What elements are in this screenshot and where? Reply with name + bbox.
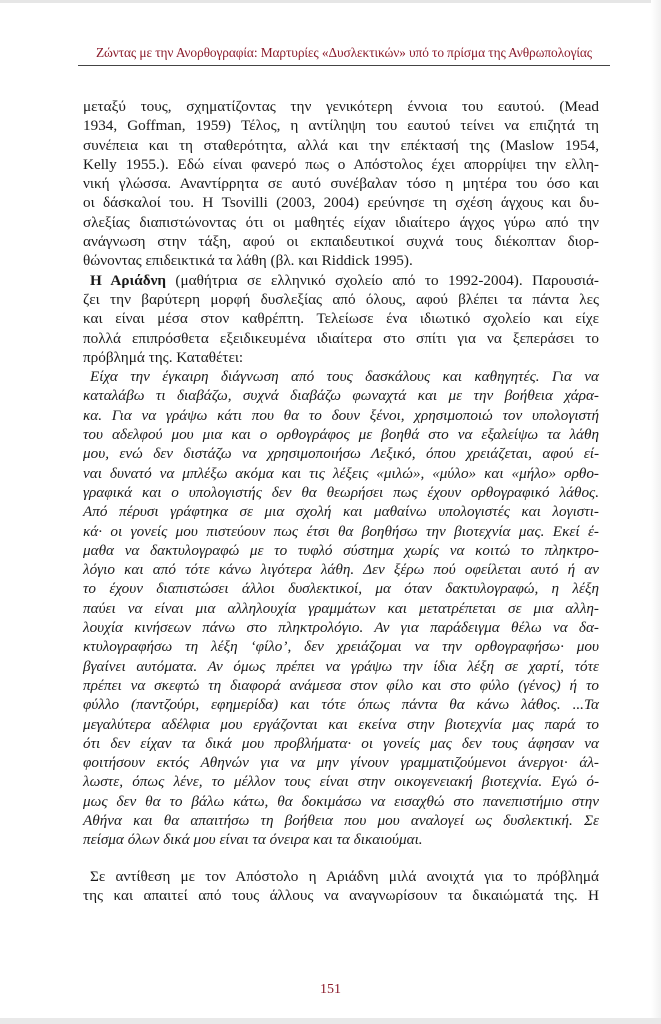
quote-line: φοιτήσουν εκτός Αθηνών για να μην γίνουν γραμματιζούμενοι άνεργοι· άλ- [83,754,599,772]
page-edge [651,0,661,1024]
header-rule [78,65,610,66]
page-edge [0,1018,661,1024]
text-line: πρόβλημά της. Καταθέτει: [83,348,244,366]
text-line: πολλά επιπρόσθετα εξειδικευμένα ιδιαίτερα στο σπίτι για να ξεπεράσει το [83,329,599,347]
text-line: της και απαιτεί από τους άλλους να αναγνωρίσουν τα δικαιώματά της. Η [83,886,599,904]
quote-line: λωστε, όπως λένε, το μέλλον τους είναι στην οικογενειακή βιοτεχνία. Εγώ ό- [83,773,599,791]
text-line: ζει την βαρύτερη μορφή δυσλεξίας από όλους, αφού βλέπει τα πάντα λες [83,290,599,308]
quote-line: μαθα να δακτυλογραφώ με το τυφλό σύστημα χωρίς να κοιτώ το πληκτρο- [83,541,599,559]
quote-line: ναι δυνατό να μπλέξω ακόμα και τις λέξεις «μιλώ», «μύλο» και «μήλο» ορθο- [83,464,599,482]
text-line [83,271,599,290]
quote-line: μου, ενώ δεν διστάζω να χρησιμοποιήσω Λεξικό, όπου χρειάζεται, αφού εί- [83,445,599,463]
running-header: Ζώντας με την Ανορθογραφία: Μαρτυρίες «Δυσλεκτικών» υπό το πρίσμα της Ανθρωπολογίας [95,45,593,60]
text-line: οι δάσκαλοί του. Η Tsovilli (2003, 2004) ερεύνησε τη σχέση άγχους και δυ- [83,194,599,212]
text-line: νική γλώσσα. Αναντίρρητα σε αυτό συνέβαλαν τόσο η μητέρα του όσο και [83,175,599,193]
quote-line: Από πέρυσι γράφτηκα σε μια σχολή και μαθαίνω υπολογιστές και λογιστι- [83,503,599,521]
quote-line: μεγαλύτερα αδέλφια μου εργάζονται και εκείνα στην βιοτεχνία μας παρά το [83,715,599,733]
testimony-quote [83,367,599,849]
quote-line: Αθήνα και θα απαιτήσω τη βοήθεια που μου αναλογεί ως δυσλεκτική. Σε [83,811,599,829]
text-line: ανάγνωση στην τάξη, αφού οι εκπαιδευτικοί συχνά τους διέκοπταν διορ- [83,233,599,251]
quote-line: του αδελφού μου μια και ο ορθογράφος με βοηθά στο να εξαλείψω τα λάθη [83,426,599,444]
paragraph-gap [83,850,599,867]
quote-line: κά· οι γονείς μου πιστεύουν πως έτσι θα βοηθήσω την βιοτεχνία μας. Εκεί έ- [83,522,599,540]
text-span: (μαθήτρια σε ελληνικό σχολείο από το 1992-2004). Παρουσιά- [165,271,599,289]
quote-line: καταλάβω τι διαβάζω, συχνά διαβάζω φωναχτά και με την βοήθεια χάρα- [83,387,599,405]
quote-line: πείσμα όλων δικά μου είναι τα όνειρα και τα δικαιούμαι. [83,831,423,849]
text-line: σλεξίας διαπιστώνοντας ότι οι μαθητές είχαν ιδιαίτερο άγχος γύρω από την [83,213,599,231]
text-line: 1934, Goffman, 1959) Τέλος, η αντίληψη του εαυτού τείνει να επιζητά τη [83,117,599,135]
quote-line: λόγιο και από τότε κάνω λιγότερα λάθη. Δεν ξέρω πού οφείλεται αυτό ή αν [83,561,599,579]
quote-line: φύλλο (παντζούρι, εφημερίδα) και τότε όπως πάντα θα κάνω λάθος. ...Τα [83,696,599,714]
paragraph-1 [83,97,599,271]
body-text [83,97,599,905]
quote-line: το έχουν διαπιστώσει άλλοι δυσλεκτικοί, μα όταν δακτυλογραφώ, η λέξη [83,580,599,598]
speaker-name: Η Αριάδνη [90,271,166,289]
quote-line: Είχα την έγκαιρη διάγνωση από τους δασκάλους και καθηγητές. Για να [90,368,599,386]
quote-line: λουχία κινήσεων πάνω στο πληκτρολόγιο. Αν για παράδειγμα θέλω να δα- [83,619,599,637]
paragraph-2 [83,271,599,367]
quote-line: κα. Για να γράψω κάτι που θα το δουν ξένοι, χρησιμοποιώ τον υπολογιστή [83,406,599,424]
text-line: Kelly 1955.). Εδώ είναι φανερό πως ο Απόστολος έχει απορρίψει την ελλη- [83,155,599,173]
quote-line: ότι δεν είχαν τα δικά μου προβλήματα· οι γονείς μας δεν τους άφησαν να [83,734,599,752]
paragraph-3 [83,867,599,906]
page-edge [0,0,661,3]
quote-line: κτυλογραφήσω τη λέξη ‘φίλο’, δεν χρειάζομαι να την ορθογραφήσω· μου [83,638,599,656]
quote-line: παύει να είναι μια αλληλουχία γραμμάτων και μετατρέπεται σε μια αλλη- [83,599,599,617]
quote-line: γραφικά και ο υπολογιστής δεν θα θεωρήσει πως έχουν ορθογραφικό λάθος. [83,483,599,501]
text-line: θώνοντας επιδεικτικά τα λάθη (βλ. και Riddick 1995). [83,252,413,270]
quote-line: πρέπει να σκεφτώ τη διαφορά ανάμεσα στον φίλο και στο φύλο (γένος) ή το [83,676,599,694]
text-line: μεταξύ τους, σχηματίζοντας την γενικότερη έννοια του εαυτού. (Mead [83,98,599,115]
quote-line: μως δεν θα το βάλω κάτω, θα δοκιμάσω να εισαχθώ στο πανεπιστήμιο στην [83,792,599,810]
quote-line: βγαίνει αυτόματα. Αν όμως πρέπει να γράψω την ίδια λέξη σε χαρτί, τότε [83,657,599,675]
text-line: συνέπεια και τη σταθερότητα, αλλά και την επέκτασή της (Maslow 1954, [83,136,599,154]
text-line: και είναι μέσα στον καθρέπτη. Τελείωσε ένα ιδιωτικό σχολείο και είχε [83,310,599,328]
text-line: Σε αντίθεση με τον Απόστολο η Αριάδνη μιλά ανοιχτά για το πρόβλημά [90,867,599,885]
page-number: 151 [320,982,341,997]
